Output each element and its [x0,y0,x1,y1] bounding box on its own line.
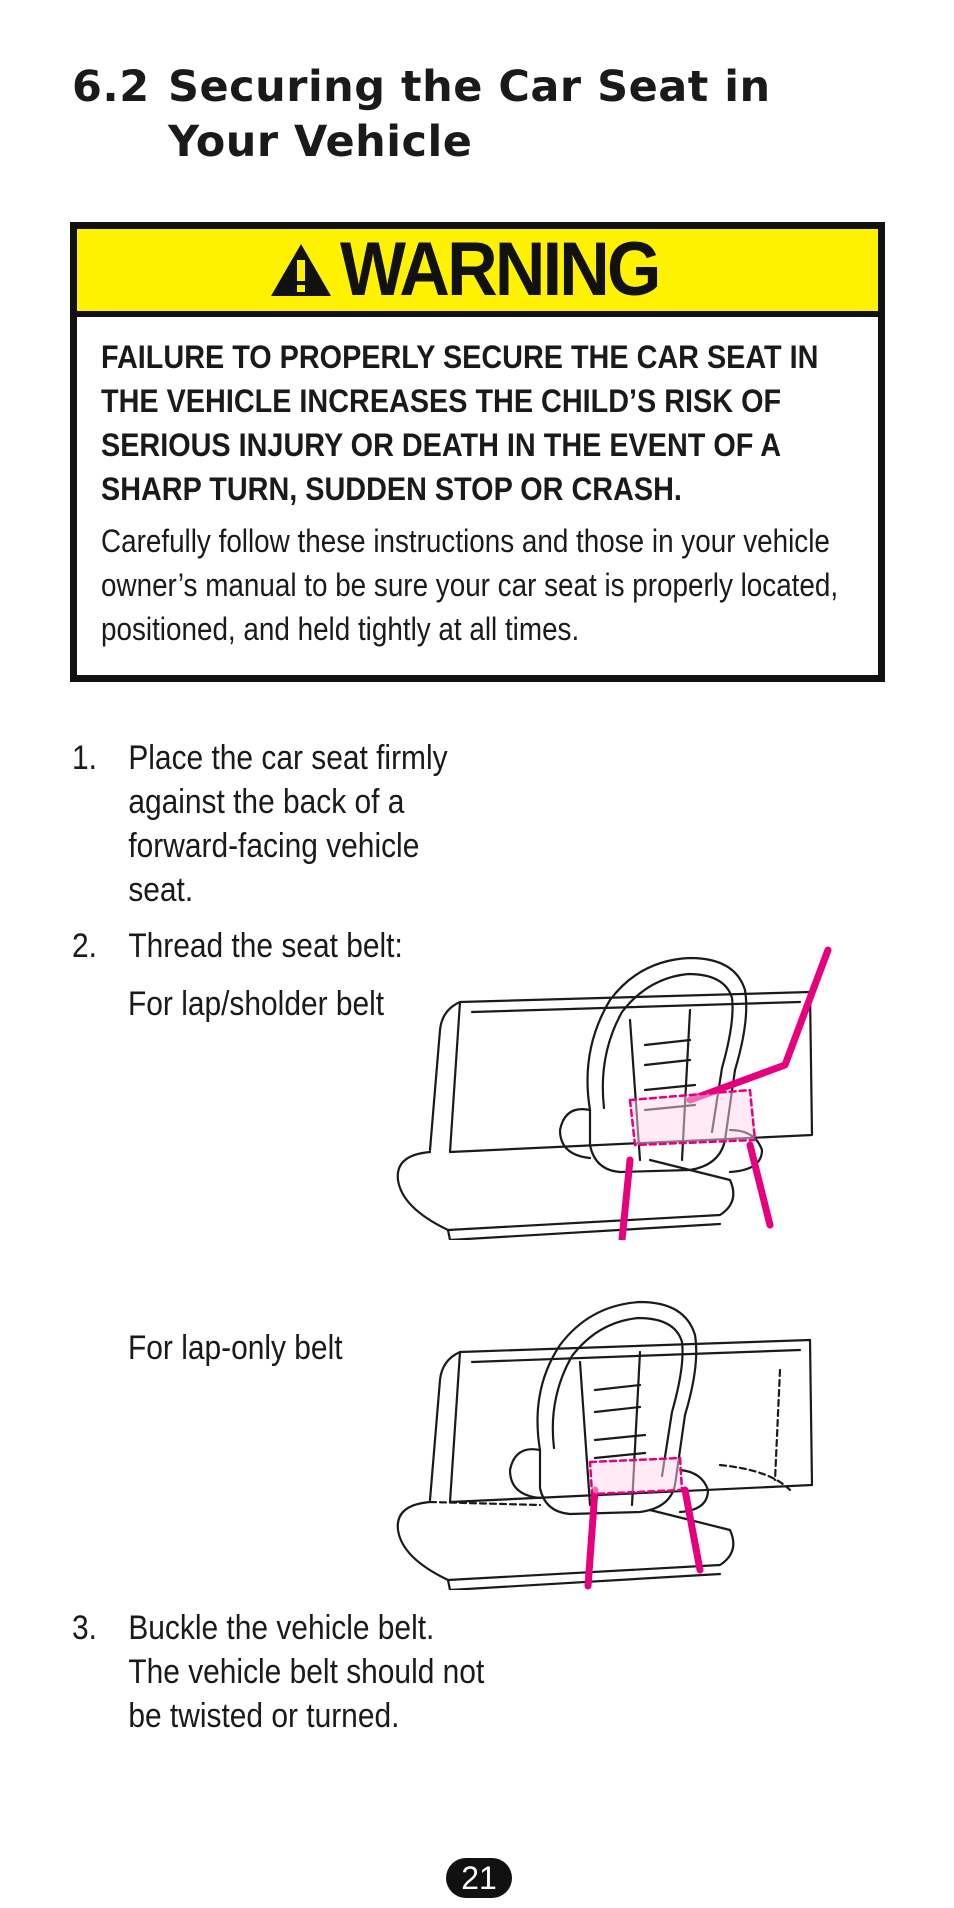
section-number: 6.2 [72,62,150,112]
step-text: Place the car seat firmly against the back of a forward-facing vehicle seat. [128,739,448,909]
step-text: Thread the seat belt: [128,927,403,965]
step-number: 3. [72,1609,97,1647]
section-heading [72,60,771,170]
warning-box [70,222,885,682]
warning-caps-text: FAILURE TO PROPERLY SECURE THE CAR SEAT IN THE VEHICLE INCREASES THE CHILD’S RISK OF SERIOUS INJURY OR DEATH IN THE EVENT OF A SHARP TURN, SUDDEN STOP OR CRASH. [101,339,819,507]
section-title-line1: Securing the Car Seat in [168,62,771,112]
lap-only-belt-label: For lap-only belt [128,1329,343,1367]
lap-only-belt-illustration [390,1290,840,1590]
step-1 [72,736,486,912]
lap-shoulder-belt-illustration [390,940,840,1240]
step-3 [72,1606,486,1738]
page-number: 21 [446,1858,512,1898]
step-number: 2. [72,927,97,965]
step-number: 1. [72,739,97,777]
warning-body-text: Carefully follow these instructions and those in your vehicle owner’s manual to be sure your car seat is properly located, positioned, and held tightly at all times. [101,523,839,647]
warning-triangle-icon [268,241,334,299]
lap-shoulder-belt-label: For lap/sholder belt [128,985,385,1023]
warning-label: WARNING [340,227,659,312]
step-text: Buckle the vehicle belt. The vehicle belt should not be twisted or turned. [128,1609,485,1735]
section-title-line2: Your Vehicle [168,117,473,167]
warning-banner [77,229,878,317]
